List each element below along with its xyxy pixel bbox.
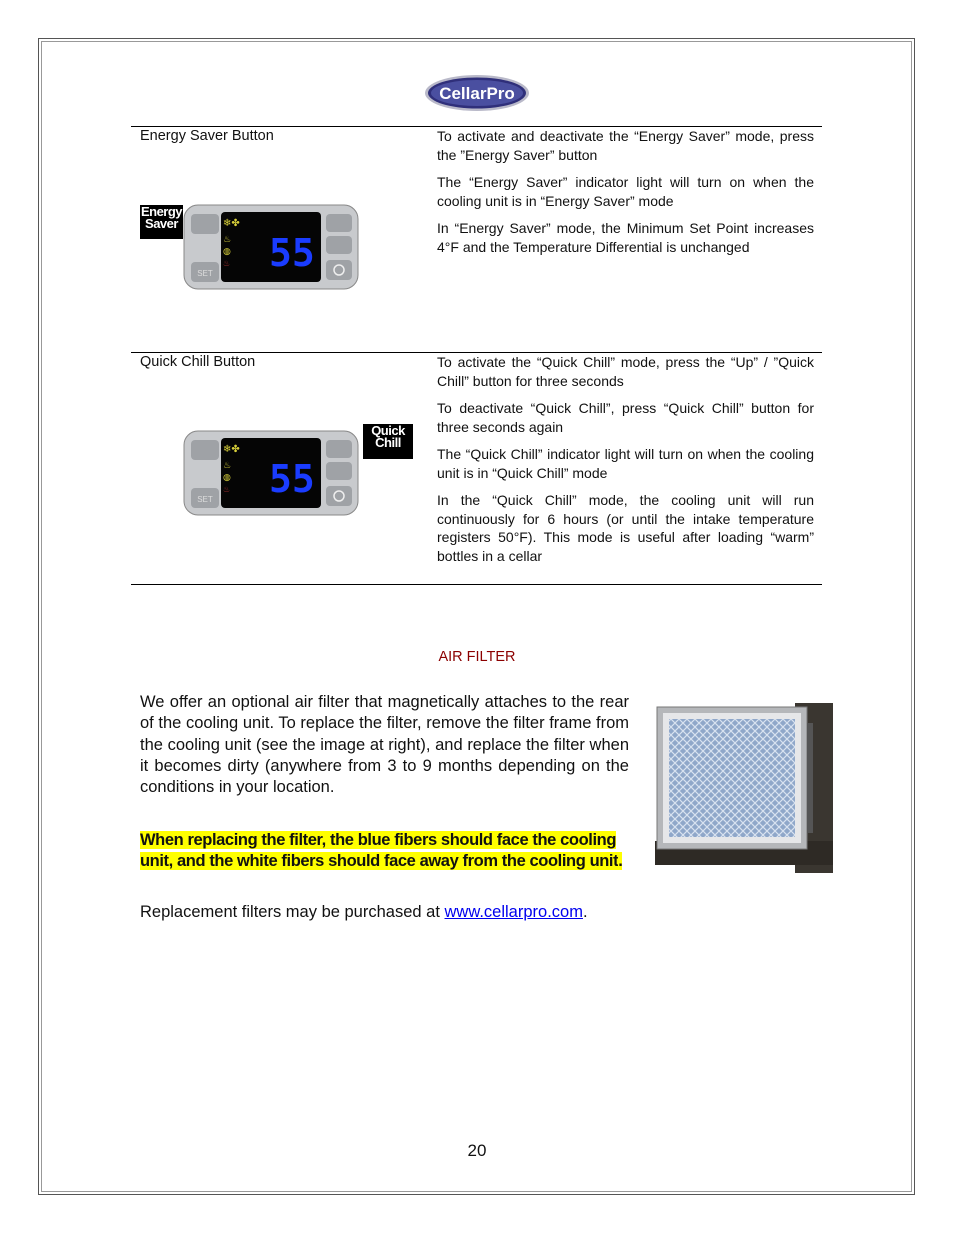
air-filter-photo — [655, 703, 833, 877]
energy-saver-label: Energy Saver Button — [140, 128, 274, 144]
svg-text:◍: ◍ — [223, 247, 231, 257]
quick-chill-controller-image — [183, 430, 359, 516]
energy-saver-description: To activate and deactivate the “Energy Saver” mode, press the ”Energy Saver” button The “Energy Saver” indicator light will turn on when the cooling unit is in “Energy Saver” mode In “Energy Saver” mode, the Minimum Set Point increases 4°F and the Temperature Differential is unchanged — [437, 128, 814, 255]
page-number: 20 — [467, 1141, 487, 1160]
filter-orientation-warning: When replacing the filter, the blue fibers should face the cooling unit, and the white fibers should face away from the cooling unit. — [140, 831, 623, 871]
svg-text:♨: ♨ — [223, 259, 231, 268]
cellarpro-link[interactable]: www.cellarpro.com — [444, 903, 583, 921]
cellarpro-logo — [424, 74, 530, 112]
svg-text:SET: SET — [197, 495, 213, 504]
logo-text: CellarPro — [439, 84, 515, 103]
display-digits: 55 — [269, 231, 315, 275]
svg-text:◍: ◍ — [223, 473, 231, 483]
energy-saver-key-icon — [191, 214, 219, 234]
svg-text:♨: ♨ — [223, 485, 231, 494]
table-rule-bottom — [131, 584, 822, 585]
energy-saver-tag: Energy Saver — [140, 205, 183, 239]
display-digits: 55 — [269, 457, 315, 501]
air-filter-heading: AIR FILTER — [438, 649, 516, 665]
quick-chill-tag: Quick Chill — [363, 424, 413, 459]
quick-chill-description: To activate the “Quick Chill” mode, press the “Up” / ”Quick Chill” button for three seconds To deactivate “Quick Chill”, press “Quick Chill” button for three seconds again The “Quick Chill” indicator light will turn on when the cooling unit is in “Quick Chill” mode In the “Quick Chill” mode, the cooling unit will run continuously for 6 hours (or until the intake temperature registers 50°F). This mode is useful after loading “warm” bottles in a cellar — [437, 354, 814, 564]
air-filter-body: We offer an optional air filter that magnetically attaches to the rear of the cooling unit. To replace the filter, remove the filter frame from the cooling unit (see the image at right), and replace the filter when it becomes dirty (anywhere from 3 to 9 months depending on the conditions in your location. — [140, 693, 629, 797]
replacement-filters-text: Replacement filters may be purchased at www.cellarpro.com. — [140, 903, 588, 921]
svg-text:♨: ♨ — [223, 235, 232, 245]
svg-text:❄✤: ❄✤ — [223, 218, 240, 229]
svg-text:❄✤: ❄✤ — [223, 444, 240, 455]
up-arrow-key-icon — [326, 440, 352, 458]
quick-chill-label: Quick Chill Button — [140, 354, 256, 370]
energy-saver-controller-image — [183, 204, 359, 290]
svg-text:SET: SET — [197, 269, 213, 278]
svg-text:♨: ♨ — [223, 461, 232, 471]
